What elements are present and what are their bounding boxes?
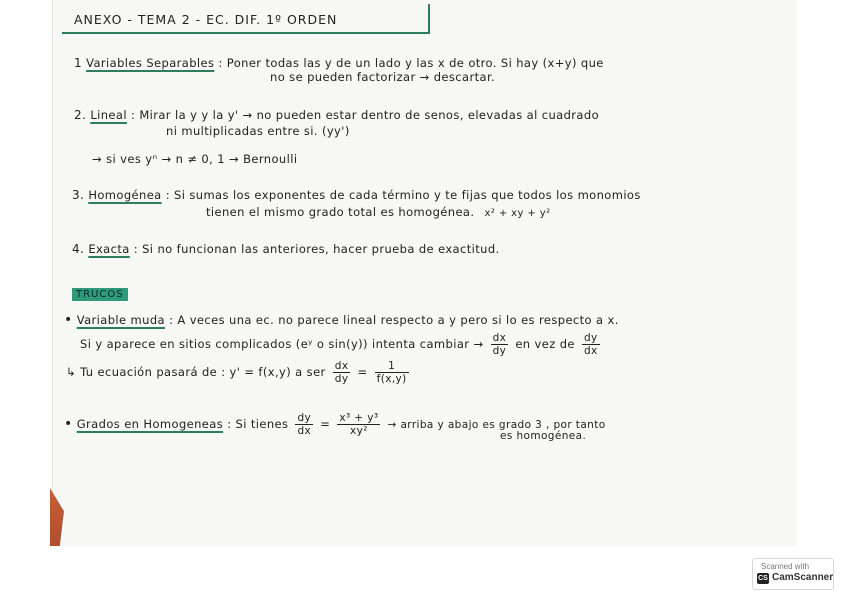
item-2-bernoulli-note: → si ves yⁿ → n ≠ 0, 1 → Bernoulli — [92, 152, 298, 166]
item-heading: Homogénea — [88, 188, 162, 202]
trick-1-line-2-text: Si y aparece en sitios complicados (eʸ o sin(y)) intenta cambiar → — [80, 337, 484, 351]
item-1-line-2: no se pueden factorizar → descartar. — [270, 70, 496, 84]
item-text: : Mirar la y y la y' → no pueden estar dentro de senos, elevadas al cuadrado — [130, 108, 600, 122]
item-heading: Lineal — [90, 108, 127, 122]
fraction-dx-dy-2: $\frac{dx}{dy}$ — [334, 360, 349, 385]
trick-heading: Grados en Homogeneas — [76, 417, 224, 431]
equals-sign: = — [357, 365, 368, 379]
fraction-dx-dy: $\frac{dx}{dy}$ — [492, 332, 507, 357]
item-number: 2. — [74, 108, 87, 122]
trick-text: : A veces una ec. no parece lineal respecto a y pero si lo es respecto a x. — [169, 313, 619, 327]
camscanner-logo-icon: CS — [758, 575, 768, 582]
item-4 — [72, 242, 500, 256]
trick-1-line-3-text: ↳ Tu ecuación pasará de : y' = f(x,y) a ser — [66, 365, 326, 379]
item-heading: Exacta — [88, 242, 130, 256]
camscanner-watermark — [752, 558, 834, 590]
item-2-line-2: ni multiplicadas entre si. (yy') — [166, 124, 350, 138]
item-2 — [74, 108, 599, 122]
item-text: : Si sumas los exponentes de cada término y te fijas que todos los monomios — [165, 188, 641, 202]
scanned-with-text: Scanned with — [761, 562, 810, 571]
bullet-icon: • — [64, 416, 73, 432]
item-number: 3. — [72, 188, 85, 202]
fraction-dy-dx-2: $\frac{dy}{dx}$ — [297, 412, 312, 437]
item-1 — [74, 56, 604, 70]
fraction-one-over-f: $\frac{1}{f(x,y)}$ — [376, 360, 407, 385]
trucos-label: TRUCOS — [72, 288, 128, 301]
trick-1-line-3 — [66, 360, 412, 385]
trick-1-instead-of: en vez de — [515, 337, 575, 351]
bullet-icon: • — [64, 312, 73, 328]
equals-sign: = — [320, 417, 331, 431]
trick-heading: Variable muda — [76, 313, 165, 327]
trick-1 — [64, 312, 619, 328]
item-3-example: x² + xy + y² — [484, 208, 551, 219]
item-text: : Poner todas las y de un lado y las x de otro. Si hay (x+y) que — [218, 56, 604, 70]
trick-text: : Si tienes — [227, 417, 289, 431]
camscanner-name: CamScanner — [772, 572, 834, 583]
item-3-line-2-text: tienen el mismo grado total es homogénea. — [206, 205, 475, 219]
item-number: 1 — [74, 56, 83, 70]
trick-2-conclusion: → arriba y abajo es grado 3 , por tanto — [387, 419, 606, 431]
trick-2-line-2: es homogénea. — [500, 430, 587, 442]
item-heading: Variables Separables — [86, 56, 215, 70]
item-number: 4. — [72, 242, 85, 256]
trick-1-line-2 — [80, 332, 603, 357]
item-3-line-2 — [206, 205, 550, 219]
page-title: ANEXO - TEMA 2 - EC. DIF. 1º ORDEN — [74, 12, 338, 27]
fraction-polynomial: $\frac{\text{x³ + y³}}{\text{xy²}}$ — [339, 412, 379, 437]
item-3 — [72, 188, 641, 202]
fraction-dy-dx: $\frac{dy}{dx}$ — [583, 332, 598, 357]
item-text: : Si no funcionan las anteriores, hacer prueba de exactitud. — [133, 242, 500, 256]
